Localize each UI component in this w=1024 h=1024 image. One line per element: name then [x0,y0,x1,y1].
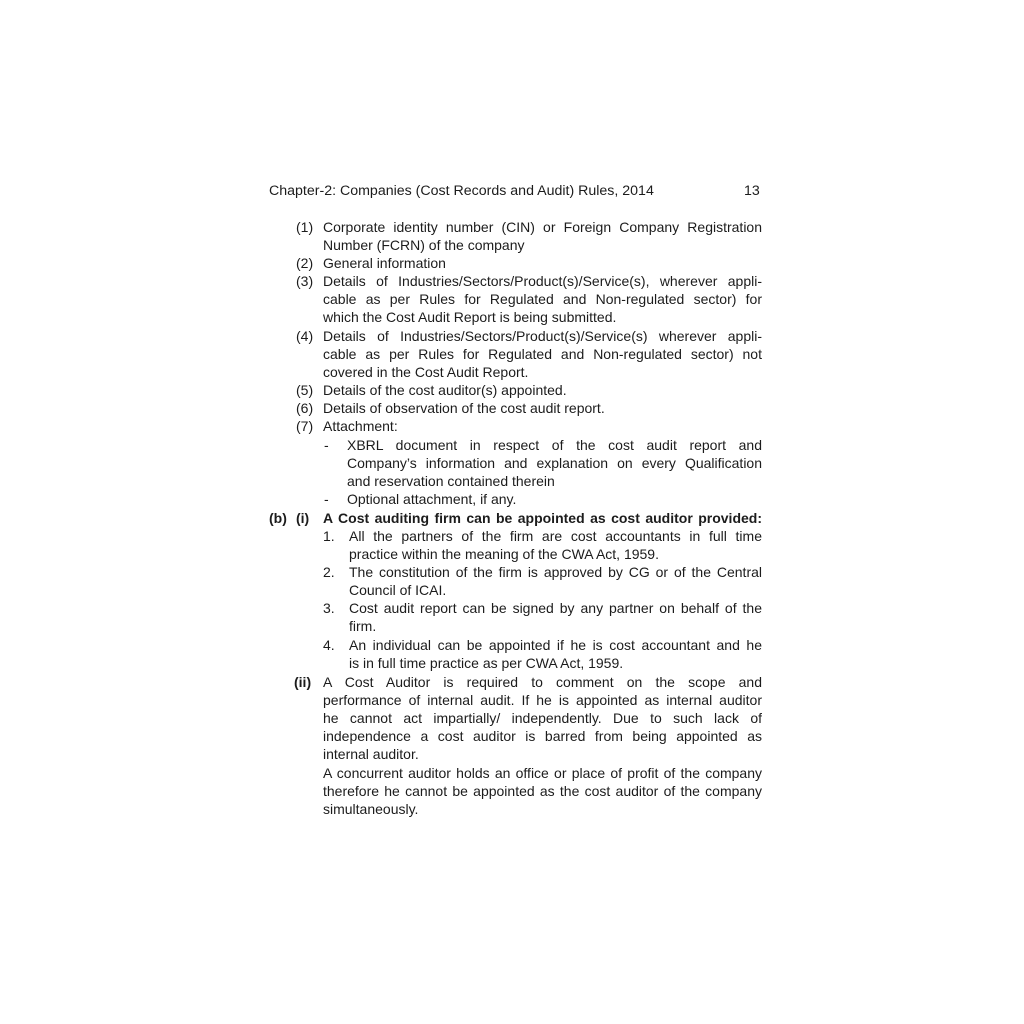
list-item-line: All the partners of the firm are cost accountants in full time [349,528,762,544]
attachment-line: XBRL document in respect of the cost audit report and [347,437,762,453]
list-number: 4. [323,637,335,653]
list-item-line: Details of observation of the cost audit report. [323,400,605,416]
list-item-line: Cost audit report can be signed by any partner on behalf of the [349,600,762,616]
list-number: (4) [296,328,314,344]
list-number: (7) [296,418,314,434]
list-item-line: Details of Industries/Sectors/Product(s)/Service(s) wherever appli- [323,328,762,344]
list-number: 3. [323,600,335,616]
list-item-line: cable as per Rules for Regulated and Non-regulated sector) for [323,291,762,307]
list-item-line: Details of the cost auditor(s) appointed. [323,382,567,398]
list-item-line: Corporate identity number (CIN) or Foreign Company Registration [323,219,762,235]
list-number: (2) [296,255,314,271]
paragraph-line: simultaneously. [323,801,419,817]
list-number: (1) [296,219,314,235]
sub-i-heading: A Cost auditing firm can be appointed as cost auditor provided: [323,510,762,526]
list-item-line: Council of ICAI. [349,582,447,598]
sub-i-label: (i) [296,510,310,526]
attachment-line: and reservation contained therein [347,473,555,489]
list-item-line: The constitution of the firm is approved by CG or of the Central [349,564,762,580]
list-number: (3) [296,273,314,289]
list-item-line: General information [323,255,446,271]
list-number: (6) [296,400,314,416]
paragraph-line: A concurrent auditor holds an office or place of profit of the company [323,765,762,781]
paragraph-line: internal auditor. [323,746,419,762]
paragraph-line: performance of internal audit. If he is appointed as internal auditor [323,692,762,708]
list-item-line: practice within the meaning of the CWA Act, 1959. [349,546,659,562]
paragraph-line: he cannot act impartially/ independently. Due to such lack of [323,710,762,726]
part-b-label: (b) [269,510,287,526]
dash-bullet: - [324,491,329,507]
page-number: 13 [744,183,760,199]
list-item-line: is in full time practice as per CWA Act, 1959. [349,655,624,671]
list-item-line: covered in the Cost Audit Report. [323,364,529,380]
list-number: 2. [323,564,335,580]
list-item-line: Attachment: [323,418,398,434]
attachment-line: Company’s information and explanation on every Qualification [347,455,762,471]
list-number: (5) [296,382,314,398]
paragraph-line: therefore he cannot be appointed as the cost auditor of the company [323,783,762,799]
list-item-line: which the Cost Audit Report is being submitted. [323,309,617,325]
list-number: 1. [323,528,335,544]
list-item-line: Number (FCRN) of the company [323,237,525,253]
running-header-title: Chapter-2: Companies (Cost Records and Audit) Rules, 2014 [269,183,654,199]
list-item-line: An individual can be appointed if he is cost accountant and he [349,637,762,653]
dash-bullet: - [324,437,329,453]
list-item-line: firm. [349,618,377,634]
attachment-line: Optional attachment, if any. [347,491,517,507]
list-item-line: Details of Industries/Sectors/Product(s)/Service(s), wherever appli- [323,273,762,289]
paragraph-line: independence a cost auditor is barred from being appointed as [323,728,762,744]
paragraph-line: A Cost Auditor is required to comment on the scope and [323,674,762,690]
sub-ii-label: (ii) [294,674,312,690]
list-item-line: cable as per Rules for Regulated and Non-regulated sector) not [323,346,762,362]
